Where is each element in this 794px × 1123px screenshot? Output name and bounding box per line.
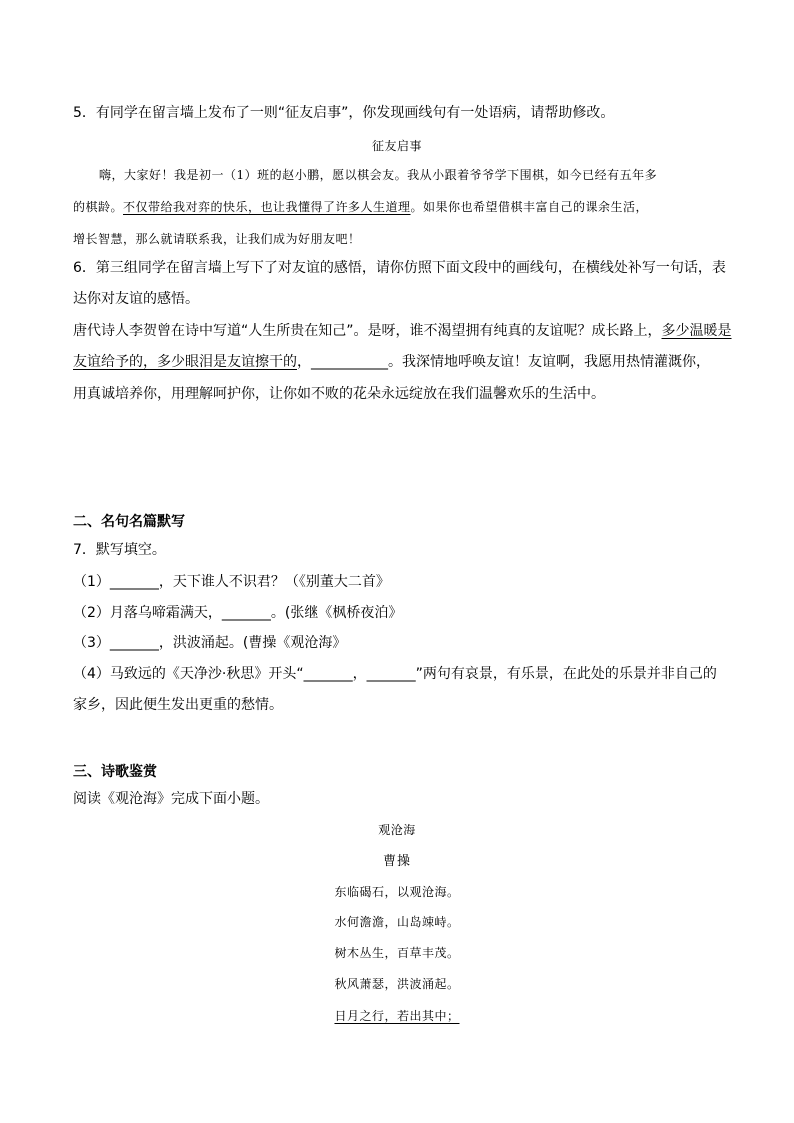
poem-author: 曹操 [382, 854, 411, 869]
q6-underlined-sentence-part2: 友谊给予的，多少眼泪是友谊擦干的 [73, 354, 297, 370]
notice-line-2 [73, 197, 725, 217]
q7-item-3: （3）_______，洪波涌起。(曹操《观沧海》 [73, 635, 347, 651]
notice-line-2-pre: 的棋龄。 [73, 200, 124, 214]
poem-title: 观沧海 [378, 823, 416, 837]
q6-para-line-1-pre: 唐代诗人李贺曾在诗中写道“人生所贵在知己”。是呀，谁不渴望拥有纯真的友谊呢？成长路上， [73, 323, 662, 339]
q7-item-1: （1）_______，天下谁人不识君？（《别董大二首》 [73, 574, 390, 590]
q7-item-4-line-2: 家乡，因此便生发出更重的愁情。 [73, 697, 283, 713]
poem-line-5 [0, 1006, 794, 1026]
q6-prompt-line-2: 达你对友谊的感悟。 [73, 291, 199, 307]
q6-para-line-2 [73, 352, 725, 372]
notice-line-1: 嗨，大家好！我是初一（1）班的赵小鹏，愿以棋会友。我从小跟着爷爷学下围棋，如今已经有五年多 [99, 168, 658, 182]
section-3-instruction: 阅读《观沧海》完成下面小题。 [73, 791, 269, 807]
notice-underlined-sentence: 不仅带给我对弈的快乐，也让我懂得了许多人生道理 [123, 200, 411, 214]
poem-line-4: 秋风萧瑟，洪波涌起。 [334, 977, 460, 991]
q6-para-line-1 [73, 321, 732, 341]
poem-line-3: 树木丛生，百草丰茂。 [334, 946, 460, 960]
notice-title: 征友启事 [371, 139, 422, 153]
poem-line-2: 水何澹澹，山岛竦峙。 [334, 915, 460, 929]
q7-prompt: 7．默写填空。 [73, 542, 166, 558]
section-2-heading: 二、名句名篇默写 [73, 514, 185, 530]
notice-line-2-post: 。如果你也希望借棋丰富自己的课余生活， [410, 200, 649, 214]
q6-prompt-line-1: 6．第三组同学在留言墙上写下了对友谊的感悟，请你仿照下面文段中的画线句，在横线处补写一句话，表 [73, 260, 726, 276]
q7-item-2: （2）月落乌啼霜满天，_______。(张继《枫桥夜泊》 [73, 605, 403, 621]
q7-item-4-line-1: （4）马致远的《天净沙·秋思》开头“_______，_______”两句有哀景，有乐景，在此处的乐景并非自己的 [73, 666, 717, 682]
section-3-heading: 三、诗歌鉴赏 [73, 764, 157, 780]
q6-underlined-sentence-part1: 多少温暖是 [661, 323, 732, 339]
poem-line-1: 东临碣石，以观沧海。 [334, 885, 460, 899]
notice-line-3: 增长智慧，那么就请联系我，让我们成为好朋友吧！ [73, 232, 361, 246]
poem-underlined-line: 日月之行，若出其中； [334, 1009, 460, 1023]
q5-prompt: 5．有同学在留言墙上发布了一则“征友启事”，你发现画线句有一处语病，请帮助修改。 [73, 105, 615, 121]
q6-para-line-2-post: ，___________。我深情地呼唤友谊！友谊啊，我愿用热情灌溉你， [297, 354, 710, 370]
q6-para-line-3: 用真诚培养你，用理解呵护你，让你如不败的花朵永远绽放在我们温馨欢乐的生活中。 [73, 386, 605, 402]
